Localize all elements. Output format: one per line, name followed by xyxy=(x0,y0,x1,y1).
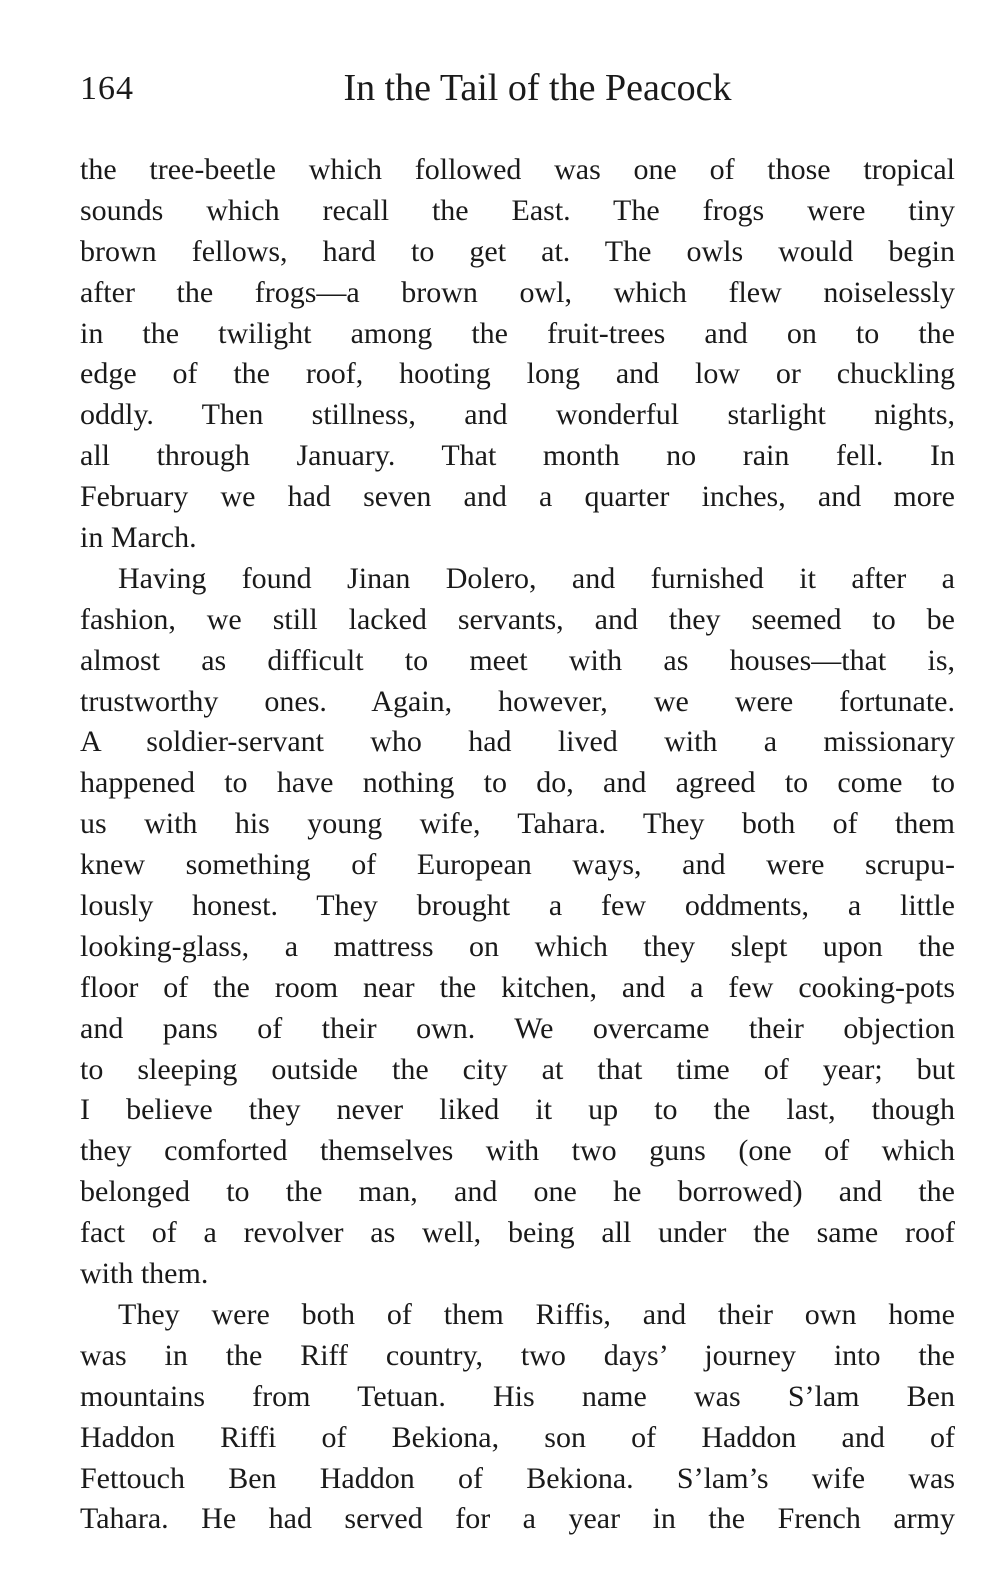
text-line: with them. xyxy=(80,1257,209,1291)
text-line: February we had seven and a quarter inches, and more xyxy=(80,480,955,514)
text-line: Fettouch Ben Haddon of Bekiona. S’lam’s wife was xyxy=(80,1461,955,1495)
text-line: the tree-beetle which followed was one of those tropical xyxy=(80,153,955,186)
text-line: mountains from Tetuan. His name was S’lam Ben xyxy=(80,1379,955,1413)
text-line: happened to have nothing to do, and agreed to come to xyxy=(80,766,955,800)
text-line: us with his young wife, Tahara. They both of them xyxy=(80,807,955,841)
text-line: fashion, we still lacked servants, and they seemed to be xyxy=(80,602,955,636)
body-text xyxy=(80,150,955,1540)
text-line: and pans of their own. We overcame their objection xyxy=(80,1011,955,1045)
text-line: in the twilight among the fruit-trees and on to the xyxy=(80,316,955,350)
text-line: fact of a revolver as well, being all under the same roof xyxy=(80,1216,955,1250)
page-number: 164 xyxy=(80,70,134,107)
text-line: They were both of them Riffis, and their own home xyxy=(118,1297,955,1331)
text-line: oddly. Then stillness, and wonderful starlight nights, xyxy=(80,398,955,432)
text-line: Haddon Riffi of Bekiona, son of Haddon and of xyxy=(80,1420,955,1454)
text-line: edge of the roof, hooting long and low or chuckling xyxy=(80,357,955,391)
text-line: in March. xyxy=(80,521,197,555)
text-line: almost as difficult to meet with as houses—that is, xyxy=(80,643,955,677)
text-line: to sleeping outside the city at that time of year; but xyxy=(80,1052,955,1086)
paragraph xyxy=(80,150,955,559)
text-line: Having found Jinan Dolero, and furnished it after a xyxy=(118,561,955,595)
text-line: they comforted themselves with two guns (one of which xyxy=(80,1134,955,1168)
text-line: trustworthy ones. Again, however, we were fortunate. xyxy=(80,684,955,718)
running-title: In the Tail of the Peacock xyxy=(343,67,732,109)
text-line: I believe they never liked it up to the last, though xyxy=(80,1093,955,1127)
text-line: after the frogs—a brown owl, which flew noiselessly xyxy=(80,275,955,309)
text-line: looking-glass, a mattress on which they slept upon the xyxy=(80,929,955,963)
paragraph xyxy=(80,559,955,1295)
text-line: all through January. That month no rain fell. In xyxy=(80,439,955,473)
text-line: belonged to the man, and one he borrowed) and the xyxy=(80,1175,955,1209)
text-line: floor of the room near the kitchen, and a few cooking-pots xyxy=(80,970,955,1004)
text-line: A soldier-servant who had lived with a missionary xyxy=(80,725,955,759)
text-line: knew something of European ways, and were scrupu- xyxy=(80,848,955,882)
text-line: sounds which recall the East. The frogs were tiny xyxy=(80,193,955,227)
text-line: lously honest. They brought a few oddments, a little xyxy=(80,889,955,923)
page-header xyxy=(80,66,955,116)
text-line: Tahara. He had served for a year in the French army xyxy=(80,1502,955,1536)
text-line: was in the Riff country, two days’ journey into the xyxy=(80,1338,955,1372)
text-line: brown fellows, hard to get at. The owls would begin xyxy=(80,234,955,268)
paragraph xyxy=(80,1295,955,1540)
